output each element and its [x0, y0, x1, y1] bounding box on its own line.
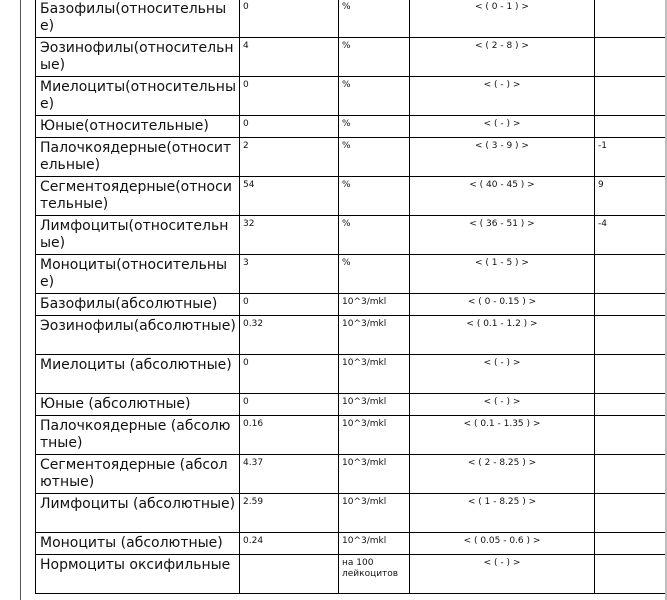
test-name-cell: Эозинофилы(абсолютные) — [36, 316, 240, 355]
deviation-cell: 9 — [595, 177, 667, 216]
deviation-cell — [595, 555, 667, 594]
reference-range-cell: < ( 3 - 9 ) > — [410, 138, 595, 177]
lab-results-body — [36, 0, 667, 594]
test-name-cell: Базофилы(абсолютные) — [36, 294, 240, 316]
result-value-cell: 0 — [240, 394, 339, 416]
test-name-cell: Миелоциты (абсолютные) — [36, 355, 240, 394]
test-name-cell: Юные(относительные) — [36, 116, 240, 138]
unit-cell: % — [339, 216, 410, 255]
deviation-cell — [595, 255, 667, 294]
table-row — [36, 355, 667, 394]
unit-cell: 10^3/mkl — [339, 355, 410, 394]
result-value-cell: 0 — [240, 116, 339, 138]
deviation-cell — [595, 394, 667, 416]
deviation-cell — [595, 316, 667, 355]
left-margin-line — [20, 0, 21, 600]
table-row — [36, 0, 667, 38]
unit-cell: % — [339, 255, 410, 294]
reference-range-cell: < ( 2 - 8.25 ) > — [410, 455, 595, 494]
table-row — [36, 116, 667, 138]
deviation-cell: -4 — [595, 216, 667, 255]
result-value-cell: 4 — [240, 38, 339, 77]
deviation-cell — [595, 38, 667, 77]
result-value-cell: 0 — [240, 77, 339, 116]
table-row — [36, 216, 667, 255]
reference-range-cell: < ( 1 - 5 ) > — [410, 255, 595, 294]
lab-results-table — [35, 0, 667, 594]
table-row — [36, 77, 667, 116]
result-value-cell: 2.59 — [240, 494, 339, 533]
reference-range-cell: < ( 2 - 8 ) > — [410, 38, 595, 77]
test-name-cell: Сегментоядерные (абсолютные) — [36, 455, 240, 494]
table-row — [36, 294, 667, 316]
test-name-cell: Юные (абсолютные) — [36, 394, 240, 416]
table-row — [36, 494, 667, 533]
reference-range-cell: < ( - ) > — [410, 555, 595, 594]
result-value-cell: 3 — [240, 255, 339, 294]
deviation-cell — [595, 533, 667, 555]
test-name-cell: Эозинофилы(относительные) — [36, 38, 240, 77]
unit-cell: % — [339, 0, 410, 38]
table-row — [36, 455, 667, 494]
deviation-cell — [595, 416, 667, 455]
reference-range-cell: < ( 36 - 51 ) > — [410, 216, 595, 255]
table-row — [36, 138, 667, 177]
test-name-cell: Миелоциты(относительные) — [36, 77, 240, 116]
deviation-cell — [595, 494, 667, 533]
result-value-cell: 0 — [240, 0, 339, 38]
unit-cell: % — [339, 177, 410, 216]
unit-cell: 10^3/mkl — [339, 533, 410, 555]
result-value-cell: 0.32 — [240, 316, 339, 355]
result-value-cell: 54 — [240, 177, 339, 216]
table-row — [36, 255, 667, 294]
unit-cell: 10^3/mkl — [339, 316, 410, 355]
test-name-cell: Палочкоядерные (абсолютные) — [36, 416, 240, 455]
reference-range-cell: < ( 0.05 - 0.6 ) > — [410, 533, 595, 555]
reference-range-cell: < ( 0.1 - 1.2 ) > — [410, 316, 595, 355]
table-row — [36, 555, 667, 594]
table-row — [36, 38, 667, 77]
unit-cell: % — [339, 77, 410, 116]
reference-range-cell: < ( 40 - 45 ) > — [410, 177, 595, 216]
result-value-cell: 4.37 — [240, 455, 339, 494]
result-value-cell: 0 — [240, 355, 339, 394]
reference-range-cell: < ( 0 - 1 ) > — [410, 0, 595, 38]
table-row — [36, 177, 667, 216]
test-name-cell: Моноциты (абсолютные) — [36, 533, 240, 555]
unit-cell: 10^3/mkl — [339, 455, 410, 494]
deviation-cell — [595, 455, 667, 494]
result-value-cell: 0.24 — [240, 533, 339, 555]
deviation-cell — [595, 77, 667, 116]
reference-range-cell: < ( 0.1 - 1.35 ) > — [410, 416, 595, 455]
unit-cell: на 100 лейкоцитов — [339, 555, 410, 594]
test-name-cell: Сегментоядерные(относительные) — [36, 177, 240, 216]
unit-cell: 10^3/mkl — [339, 294, 410, 316]
deviation-cell — [595, 0, 667, 38]
unit-cell: 10^3/mkl — [339, 394, 410, 416]
test-name-cell: Базофилы(относительные) — [36, 0, 240, 38]
reference-range-cell: < ( 1 - 8.25 ) > — [410, 494, 595, 533]
deviation-cell — [595, 294, 667, 316]
deviation-cell: -1 — [595, 138, 667, 177]
test-name-cell: Лимфоциты (абсолютные) — [36, 494, 240, 533]
test-name-cell: Нормоциты оксифильные — [36, 555, 240, 594]
table-row — [36, 316, 667, 355]
reference-range-cell: < ( 0 - 0.15 ) > — [410, 294, 595, 316]
test-name-cell: Палочкоядерные(относительные) — [36, 138, 240, 177]
result-value-cell: 2 — [240, 138, 339, 177]
deviation-cell — [595, 116, 667, 138]
reference-range-cell: < ( - ) > — [410, 116, 595, 138]
result-value-cell — [240, 555, 339, 594]
test-name-cell: Лимфоциты(относительные) — [36, 216, 240, 255]
unit-cell: 10^3/mkl — [339, 494, 410, 533]
result-value-cell: 0 — [240, 294, 339, 316]
reference-range-cell: < ( - ) > — [410, 355, 595, 394]
table-row — [36, 416, 667, 455]
test-name-cell: Моноциты(относительные) — [36, 255, 240, 294]
deviation-cell — [595, 355, 667, 394]
unit-cell: % — [339, 38, 410, 77]
reference-range-cell: < ( - ) > — [410, 394, 595, 416]
result-value-cell: 0.16 — [240, 416, 339, 455]
unit-cell: 10^3/mkl — [339, 416, 410, 455]
unit-cell: % — [339, 138, 410, 177]
table-row — [36, 533, 667, 555]
reference-range-cell: < ( - ) > — [410, 77, 595, 116]
unit-cell: % — [339, 116, 410, 138]
result-value-cell: 32 — [240, 216, 339, 255]
table-row — [36, 394, 667, 416]
